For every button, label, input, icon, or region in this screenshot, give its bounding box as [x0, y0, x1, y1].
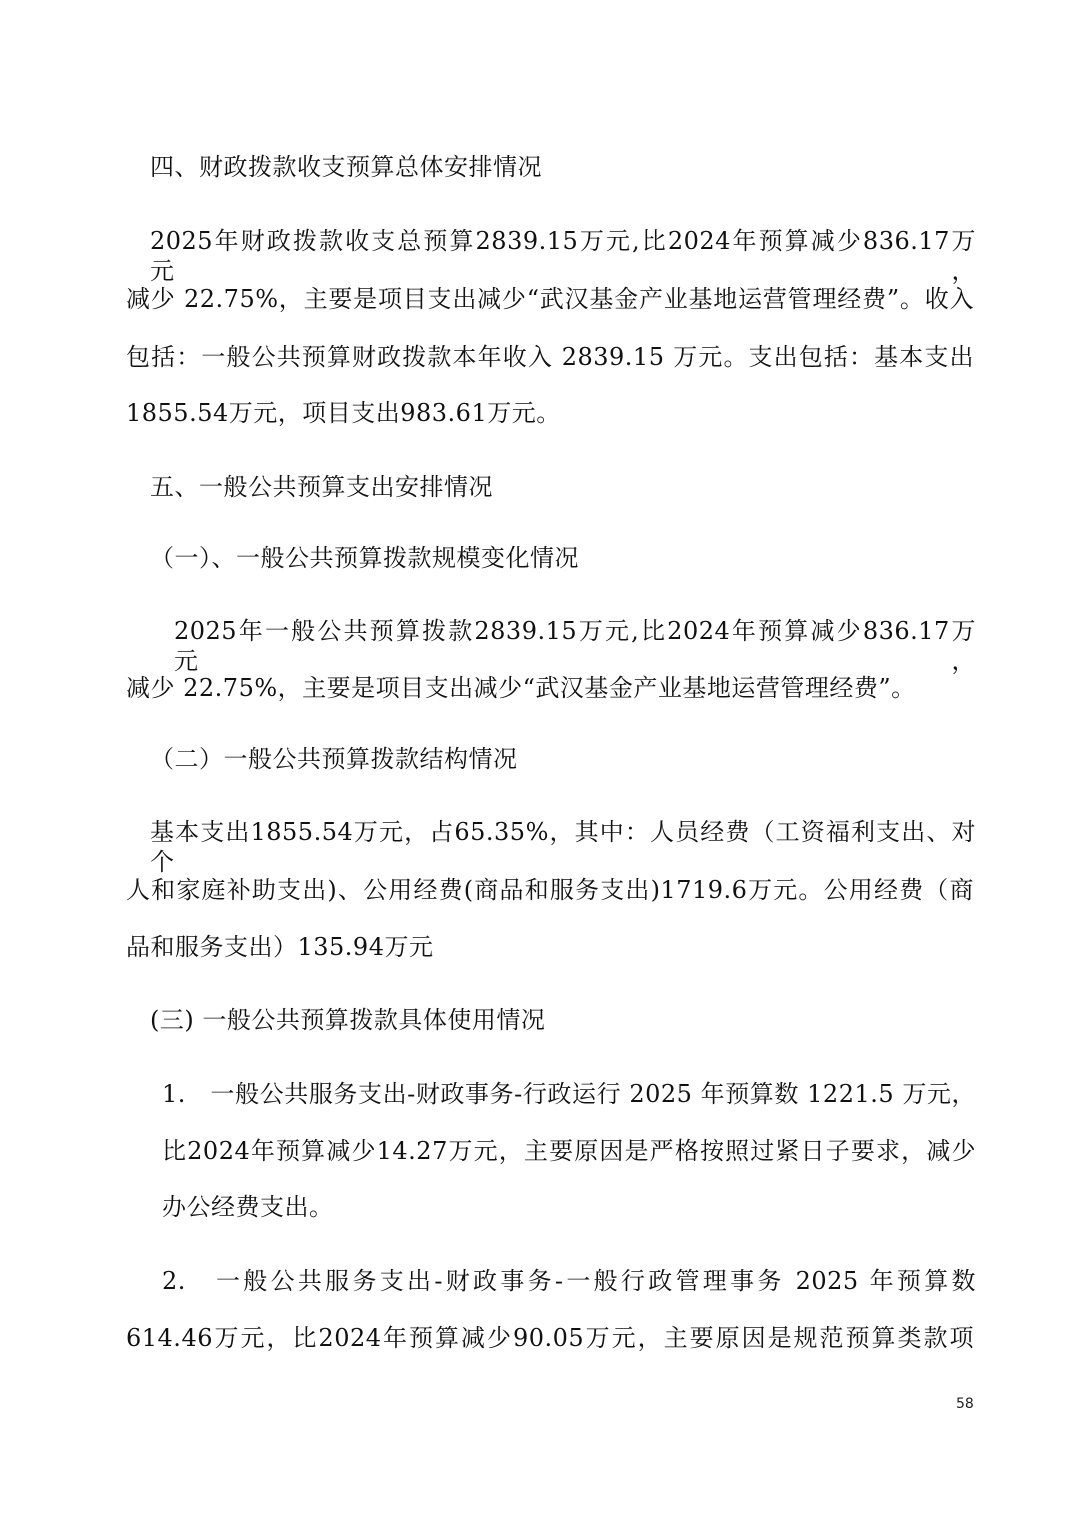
subheading-5-1: （一）、一般公共预算拨款规模变化情况: [150, 544, 579, 572]
paragraph-line: 基本支出1855.54万元，占65.35%，其中：人员经费（工资福利支出、对个: [150, 818, 976, 876]
paragraph-line: 减少 22.75%，主要是项目支出减少“武汉基金产业基地运营管理经费”。收入: [126, 285, 974, 313]
paragraph-line: 2025年一般公共预算拨款2839.15万元,比2024年预算减少836.17万元，: [174, 617, 976, 675]
paragraph-line: 减少 22.75%，主要是项目支出减少“武汉基金产业基地运营管理经费”。: [126, 674, 916, 702]
page-number: 58: [956, 1396, 974, 1412]
heading-section-4: 四、财政拨款收支预算总体安排情况: [150, 153, 542, 181]
paragraph-line: 人和家庭补助支出)、公用经费(商品和服务支出)1719.6万元。公用经费（商: [126, 876, 974, 904]
paragraph-line: 1855.54万元，项目支出983.61万元。: [126, 399, 561, 427]
list-item-1-line: 1. 一般公共服务支出-财政事务-行政运行 2025 年预算数 1221.5 万元，: [162, 1080, 976, 1108]
heading-section-5: 五、一般公共预算支出安排情况: [150, 473, 493, 501]
subheading-5-2: （二）一般公共预算拨款结构情况: [150, 745, 518, 773]
paragraph-line: 品和服务支出）135.94万元: [126, 933, 434, 961]
list-item-2-line: 614.46万元，比2024年预算减少90.05万元，主要原因是规范预算类款项: [126, 1324, 974, 1352]
list-item-2-line: 2. 一般公共服务支出-财政事务-一般行政管理事务 2025 年预算数: [162, 1267, 976, 1295]
list-item-1-line: 比2024年预算减少14.27万元，主要原因是严格按照过紧日子要求，减少: [162, 1137, 976, 1165]
paragraph-line: 包括：一般公共预算财政拨款本年收入 2839.15 万元。支出包括：基本支出: [126, 343, 974, 371]
paragraph-line: 2025年财政拨款收支总预算2839.15万元,比2024年预算减少836.17万元，: [150, 227, 976, 285]
list-item-1-line: 办公经费支出。: [162, 1193, 334, 1221]
subheading-5-3: (三) 一般公共预算拨款具体使用情况: [150, 1006, 546, 1034]
